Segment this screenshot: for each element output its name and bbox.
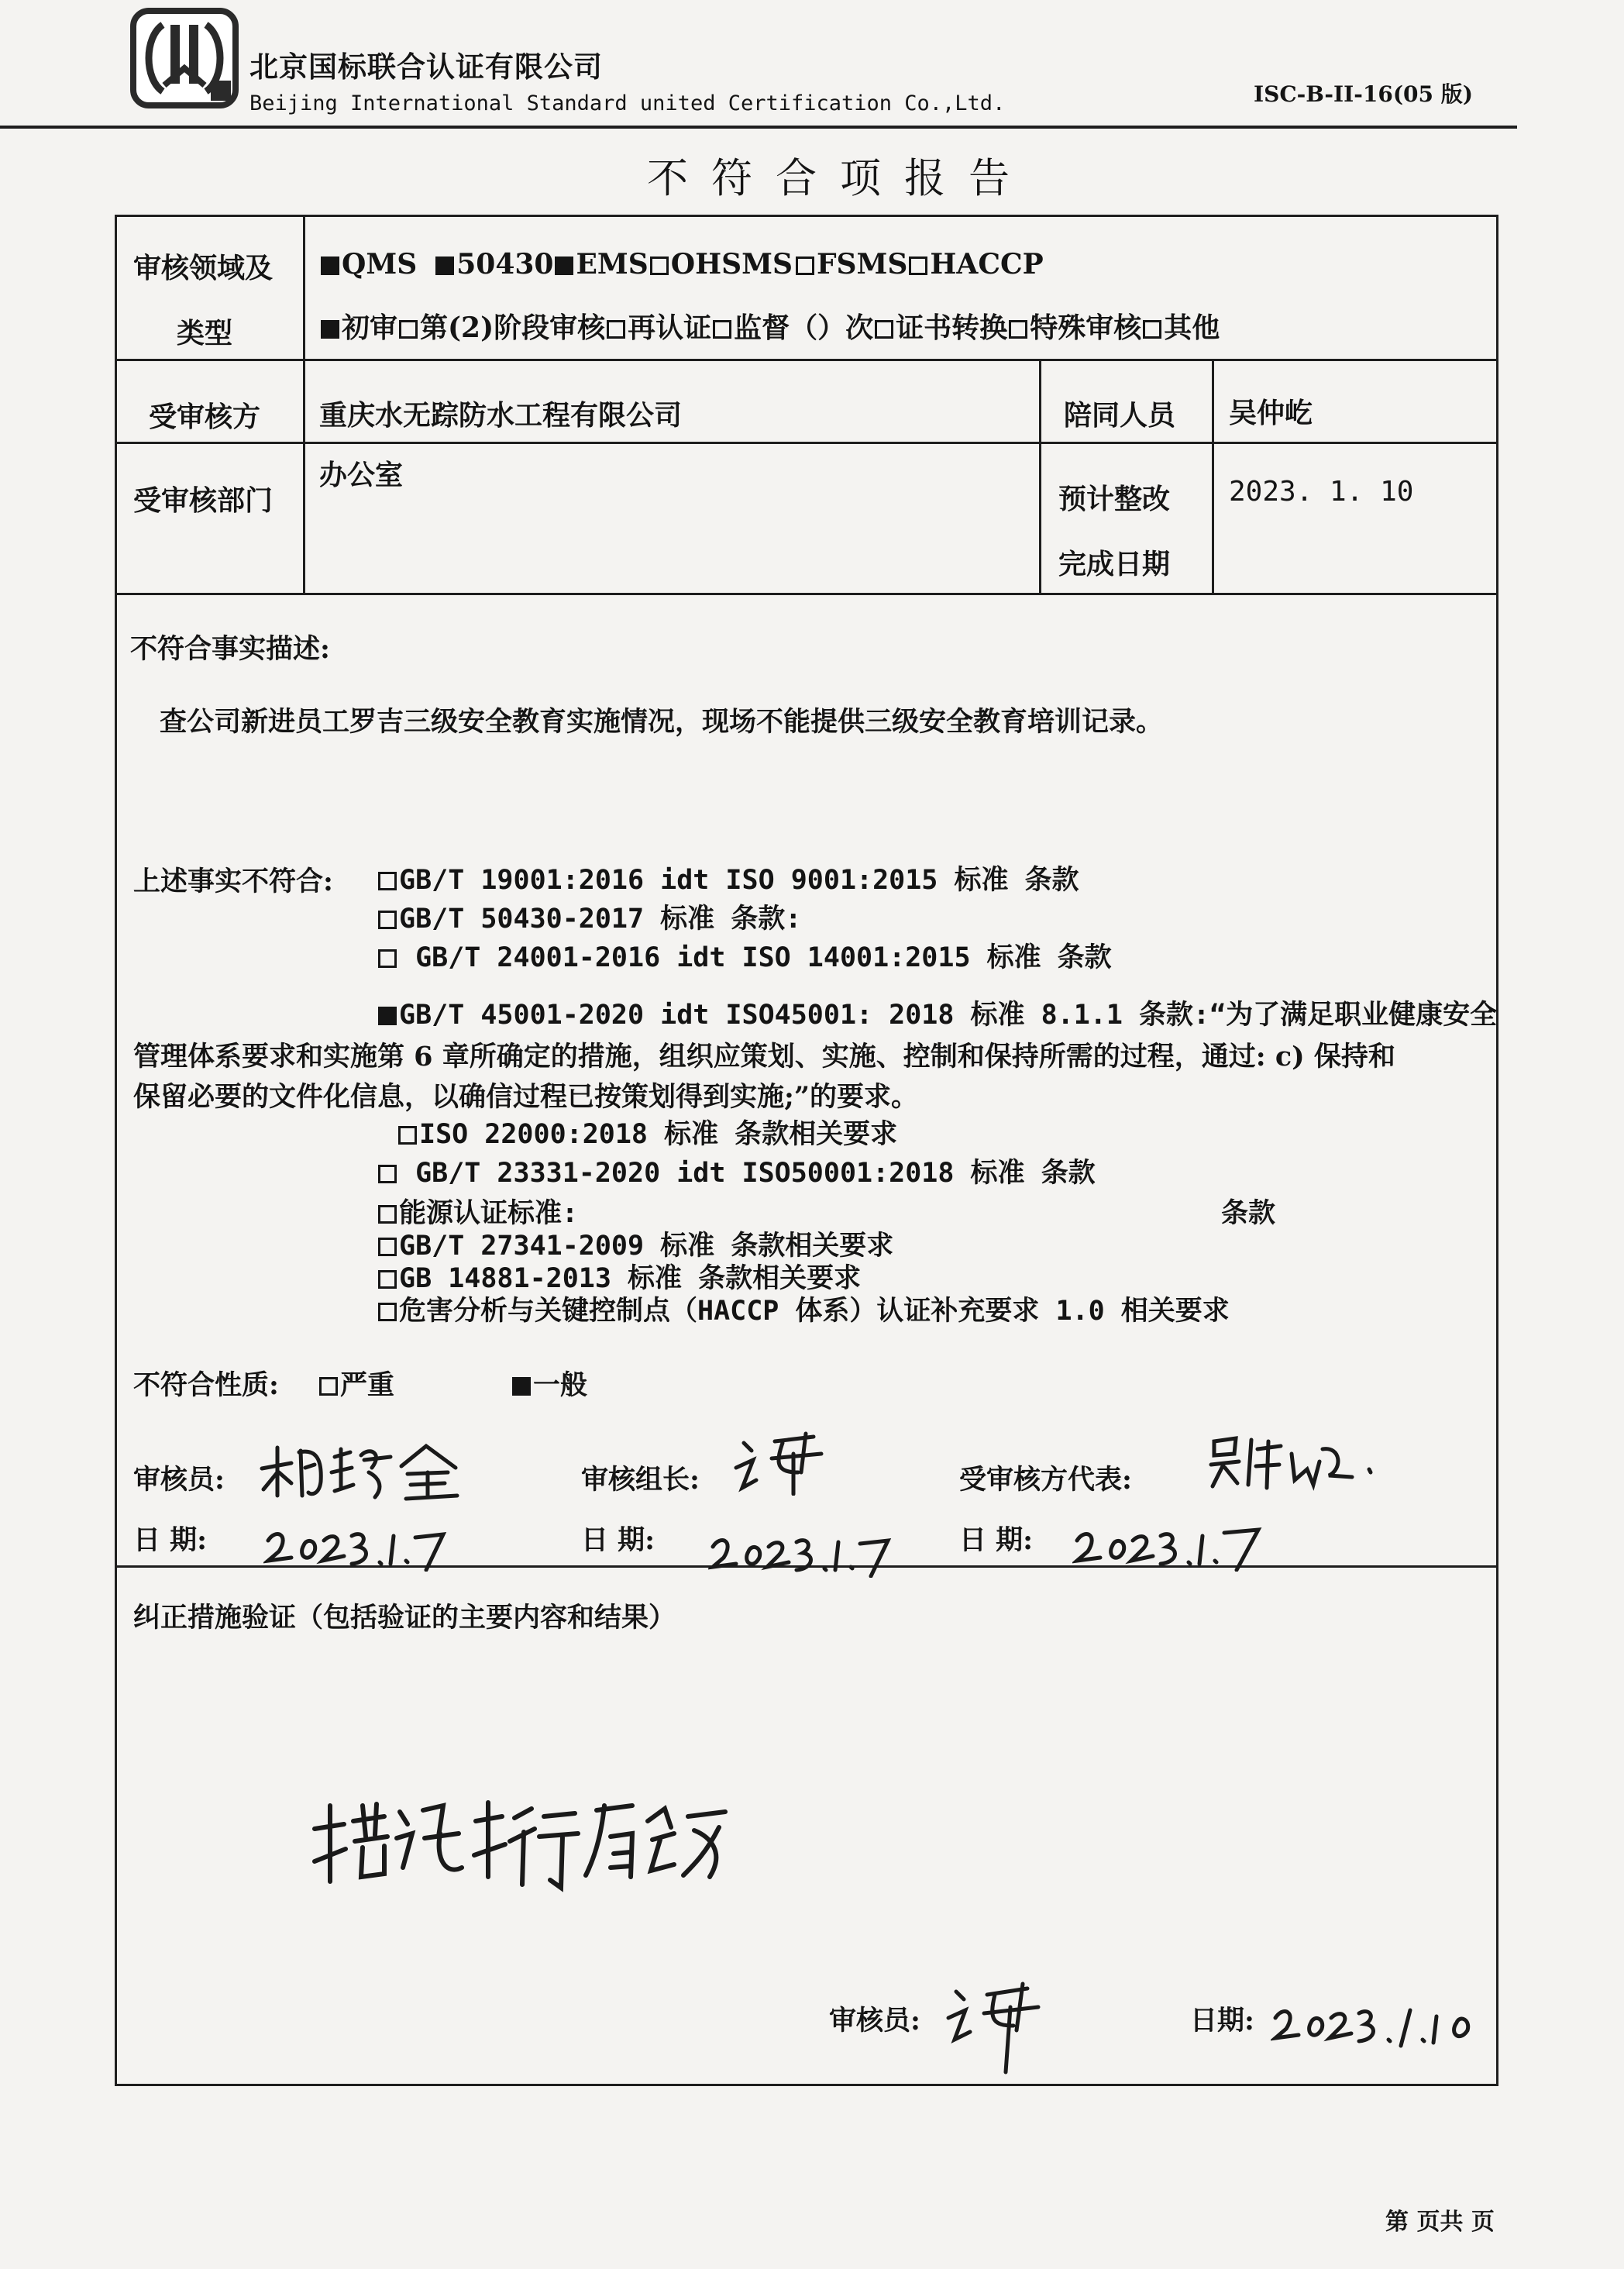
checkbox-system-1[interactable] bbox=[435, 257, 454, 275]
date1-handwriting bbox=[263, 1517, 449, 1572]
due-date-label-1: 预计整改 bbox=[1058, 483, 1171, 515]
option-standard-b-1 bbox=[377, 1158, 1096, 1189]
standard-line bbox=[377, 1289, 1230, 1328]
date-label: 日 期: bbox=[959, 1524, 1034, 1556]
option-label: 证书转换 bbox=[896, 312, 1008, 344]
checkbox-type-6[interactable] bbox=[1143, 320, 1161, 339]
auditee-rep-label: 受审核方代表: bbox=[959, 1464, 1132, 1496]
option-type-4 bbox=[873, 312, 1007, 344]
date3-handwriting bbox=[1072, 1517, 1266, 1572]
option-standard-b-5 bbox=[377, 1296, 1230, 1327]
option-label: ISO 22000:2018 标准 条款相关要求 bbox=[419, 1119, 898, 1150]
accompany-value: 吴仲屹 bbox=[1229, 397, 1313, 429]
option-label: GB/T 23331-2020 idt ISO50001:2018 标准 条款 bbox=[399, 1158, 1096, 1189]
option-label: GB/T 24001-2016 idt ISO 14001:2015 标准 条款 bbox=[399, 942, 1112, 973]
option-system-5 bbox=[907, 248, 1043, 281]
row-divider bbox=[115, 442, 1498, 444]
standard-line bbox=[397, 1113, 897, 1152]
audit-scope-label-1: 审核领域及 bbox=[133, 252, 274, 284]
option-label: 其他 bbox=[1164, 312, 1220, 344]
company-name-en: Beijing International Standard united Certification Co.,Ltd. bbox=[249, 91, 1006, 115]
option-system-3 bbox=[649, 248, 793, 281]
option-type-3 bbox=[711, 312, 873, 344]
checkbox-type-3[interactable] bbox=[713, 320, 731, 339]
audit-scope-label-2: 类型 bbox=[177, 317, 233, 349]
ibc-logo-icon bbox=[136, 14, 232, 102]
auditee-value: 重庆水无踪防水工程有限公司 bbox=[319, 399, 683, 432]
auditor-label: 审核员: bbox=[133, 1464, 225, 1496]
option-label: 初审 bbox=[342, 312, 398, 344]
checkbox-type-5[interactable] bbox=[1009, 320, 1027, 339]
description-text: 查公司新进员工罗吉三级安全教育实施情况，现场不能提供三级安全教育培训记录。 bbox=[160, 706, 1164, 738]
ohs-checkbox[interactable] bbox=[378, 1007, 397, 1025]
column-divider bbox=[303, 215, 305, 593]
option-label: GB/T 50430-2017 标准 条款: bbox=[399, 904, 802, 935]
option-type-6 bbox=[1141, 312, 1220, 344]
checkbox-type-1[interactable] bbox=[399, 320, 418, 339]
checkbox-nature-1[interactable] bbox=[512, 1377, 531, 1396]
option-system-2 bbox=[553, 248, 648, 281]
date-label: 日 期: bbox=[581, 1524, 655, 1556]
option-nature-0 bbox=[318, 1369, 394, 1401]
verification-date-label: 日期: bbox=[1190, 2005, 1254, 2037]
checkbox-type-2[interactable] bbox=[607, 320, 625, 339]
checkbox-system-0[interactable] bbox=[321, 257, 339, 275]
option-label: GB 14881-2013 标准 条款相关要求 bbox=[399, 1263, 862, 1294]
nature-options bbox=[318, 1364, 587, 1403]
option-label: EMS bbox=[576, 248, 649, 281]
checkbox-system-2[interactable] bbox=[555, 257, 573, 275]
row-divider bbox=[115, 359, 1498, 361]
department-label: 受审核部门 bbox=[133, 484, 274, 517]
option-standard-b-0 bbox=[397, 1119, 897, 1150]
due-date-value: 2023. 1. 10 bbox=[1229, 476, 1414, 508]
option-label: 特殊审核 bbox=[1030, 312, 1142, 344]
ohs-standard-line3: 保留必要的文件化信息，以确信过程已按策划得到实施;”的要求。 bbox=[133, 1081, 919, 1113]
option-type-5 bbox=[1007, 312, 1141, 344]
checkbox-type-0[interactable] bbox=[321, 320, 339, 339]
option-standard-a-2 bbox=[377, 942, 1112, 973]
option-label: GB/T 27341-2009 标准 条款相关要求 bbox=[399, 1231, 894, 1262]
violates-label: 上述事实不符合: bbox=[133, 866, 333, 897]
team-leader-signature bbox=[728, 1426, 883, 1496]
option-label: 严重 bbox=[340, 1369, 395, 1401]
verification-date-handwriting bbox=[1271, 1995, 1488, 2057]
option-label: QMS bbox=[342, 248, 418, 281]
page-title: 不符合项报告 bbox=[647, 155, 1033, 202]
verification-handwriting bbox=[307, 1790, 772, 1899]
checkbox-standard-b-0[interactable] bbox=[398, 1126, 417, 1145]
row-divider bbox=[115, 593, 1498, 595]
department-value: 办公室 bbox=[319, 459, 404, 491]
option-label: 一般 bbox=[533, 1369, 588, 1401]
energy-clause: 条款 bbox=[1221, 1197, 1276, 1229]
checkbox-type-4[interactable] bbox=[875, 320, 893, 339]
verification-auditor-signature bbox=[942, 1968, 1082, 2077]
option-label: 监督（）次 bbox=[734, 312, 874, 344]
date-label: 日 期: bbox=[133, 1524, 208, 1556]
option-label: 50430 bbox=[456, 248, 554, 281]
column-divider bbox=[1039, 359, 1041, 593]
standard-line bbox=[377, 897, 801, 936]
checkbox-system-5[interactable] bbox=[909, 257, 927, 275]
standard-line bbox=[377, 1152, 1096, 1190]
option-standard-a-0 bbox=[377, 865, 1079, 896]
option-type-0 bbox=[319, 312, 397, 344]
option-label: 能源认证标准: bbox=[399, 1198, 579, 1229]
description-label: 不符合事实描述: bbox=[130, 633, 330, 665]
option-system-0 bbox=[319, 248, 417, 281]
option-type-1 bbox=[397, 312, 605, 344]
option-system-4 bbox=[794, 248, 907, 281]
standard-line bbox=[377, 859, 1079, 897]
company-logo bbox=[130, 8, 239, 108]
option-standard-a-1 bbox=[377, 904, 801, 935]
verification-label: 纠正措施验证（包括验证的主要内容和结果） bbox=[133, 1602, 676, 1634]
checkbox-nature-0[interactable] bbox=[319, 1377, 338, 1396]
option-label: 第(2)阶段审核 bbox=[420, 312, 606, 344]
checkbox-standard-a-0[interactable] bbox=[378, 872, 397, 890]
nature-label: 不符合性质: bbox=[133, 1369, 279, 1401]
standard-line bbox=[377, 936, 1112, 975]
checkbox-system-3[interactable] bbox=[650, 257, 669, 275]
page-number: 第 页共 页 bbox=[1385, 2209, 1495, 2236]
checkbox-standard-b-4[interactable] bbox=[378, 1270, 397, 1289]
checkbox-standard-a-1[interactable] bbox=[378, 911, 397, 929]
ohs-standard-line2: 管理体系要求和实施第 6 章所确定的措施，组织应策划、实施、控制和保持所需的过程，通过: c) 保持和 bbox=[133, 1041, 1395, 1073]
accompany-label: 陪同人员 bbox=[1064, 399, 1176, 432]
option-label: 危害分析与关键控制点（HACCP 体系）认证补充要求 1.0 相关要求 bbox=[399, 1296, 1230, 1327]
option-label: OHSMS bbox=[670, 248, 793, 281]
form-code: ISC-B-II-16(05 版) bbox=[1254, 81, 1474, 107]
company-name-cn: 北京国标联合认证有限公司 bbox=[249, 50, 603, 84]
column-divider bbox=[1212, 359, 1214, 593]
auditee-rep-signature bbox=[1205, 1431, 1383, 1493]
date2-handwriting bbox=[708, 1524, 894, 1578]
option-label: GB/T 19001:2016 idt ISO 9001:2015 标准 条款 bbox=[399, 865, 1079, 896]
option-nature-1 bbox=[511, 1369, 587, 1401]
ohs-standard-line1: GB/T 45001-2020 idt ISO45001: 2018 标准 8.1.1 条款:“为了满足职业健康安全 bbox=[377, 993, 1497, 1032]
audit-type-options bbox=[319, 306, 1220, 346]
auditor-signature bbox=[254, 1434, 487, 1503]
checkbox-system-4[interactable] bbox=[796, 257, 814, 275]
checkbox-standard-a-2[interactable] bbox=[378, 949, 397, 968]
checkbox-standard-b-1[interactable] bbox=[378, 1165, 397, 1183]
checkbox-standard-b-2[interactable] bbox=[378, 1205, 397, 1224]
audit-system-options bbox=[319, 248, 1044, 281]
team-leader-label: 审核组长: bbox=[581, 1464, 700, 1496]
option-label: 再认证 bbox=[628, 312, 712, 344]
auditee-label: 受审核方 bbox=[149, 401, 261, 433]
checkbox-standard-b-3[interactable] bbox=[378, 1238, 397, 1256]
option-type-2 bbox=[605, 312, 711, 344]
option-label: FSMS bbox=[816, 248, 908, 281]
header-divider bbox=[0, 126, 1517, 129]
option-system-1 bbox=[434, 248, 553, 281]
due-date-label-2: 完成日期 bbox=[1058, 548, 1171, 580]
option-label: HACCP bbox=[930, 248, 1044, 281]
verification-auditor-label: 审核员: bbox=[829, 2005, 920, 2037]
checkbox-standard-b-5[interactable] bbox=[378, 1303, 397, 1321]
